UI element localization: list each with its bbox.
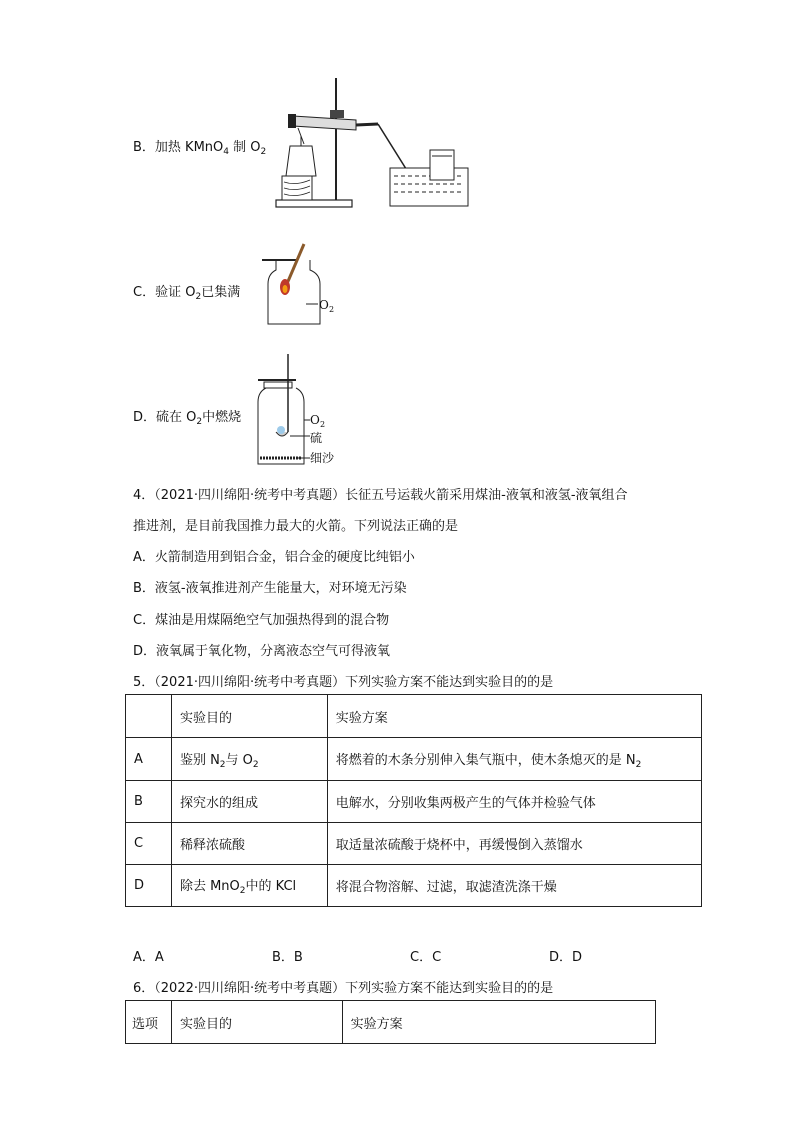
q5-stem: 5．（2021·四川绵阳·统考中考真题）下列实验方案不能达到实验目的的是 (133, 675, 554, 690)
choice-d[interactable]: D．D (549, 950, 583, 965)
choice-a[interactable]: A．A (133, 950, 164, 965)
table-cell-plan: 电解水，分别收集两极产生的气体并检验气体 (327, 781, 701, 823)
table-cell-option: C (126, 823, 172, 865)
table-cell-option: A (126, 738, 172, 781)
q6-stem: 6．（2022·四川绵阳·统考中考真题）下列实验方案不能达到实验目的的是 (133, 981, 554, 996)
choice-b[interactable]: B．B (272, 950, 303, 965)
table-row (126, 865, 702, 907)
option-d-label: D．硫在 $O_2$中燃烧 (133, 410, 242, 427)
table-header-row (126, 695, 702, 738)
option-b-label: B．加热 KMnO$_4$ 制 $O_2$ (133, 140, 267, 157)
table-row (126, 823, 702, 865)
table-cell-goal: 鉴别 $N_2$与 $O_2$ (171, 738, 327, 781)
table-cell-goal: 稀释浓硫酸 (171, 823, 327, 865)
q5-table (125, 694, 702, 907)
table-cell-goal: 探究水的组成 (171, 781, 327, 823)
q4-stem-line-2: 推进剂，是目前我国推力最大的火箭。下列说法正确的是 (133, 519, 459, 534)
q4-option-d: D．液氧属于氧化物，分离液态空气可得液氧 (133, 644, 391, 659)
q4-stem-line-1: 4．（2021·四川绵阳·统考中考真题）长征五号运载火箭采用煤油-液氧和液氢-液氧组合 (133, 488, 628, 503)
table-header-cell (126, 695, 172, 738)
option-c-label: C．验证 $O_2$已集满 (133, 285, 241, 302)
table-cell-plan: 将燃着的木条分别伸入集气瓶中，使木条熄灭的是 $N_2$ (327, 738, 701, 781)
q6-table (125, 1000, 656, 1044)
table-cell-plan: 将混合物溶解、过滤，取滤渣洗涤干燥 (327, 865, 701, 907)
choice-c[interactable]: C．C (410, 950, 442, 965)
gas-bottle-check-figure (258, 240, 358, 330)
svg-text:细沙: 细沙 (310, 451, 335, 465)
table-cell-goal: 除去 MnO$_2$中的 KCl (171, 865, 327, 907)
table-cell-option: B (126, 781, 172, 823)
table-header-cell: 实验目的 (171, 1001, 342, 1044)
svg-text:2: 2 (320, 420, 326, 429)
table-header-cell: 实验方案 (342, 1001, 655, 1044)
kmno4-heating-apparatus-figure (268, 76, 473, 211)
q4-option-a: A．火箭制造用到铝合金，铝合金的硬度比纯铝小 (133, 550, 415, 565)
table-cell-option: D (126, 865, 172, 907)
table-cell-plan: 取适量浓硫酸于烧杯中，再缓慢倒入蒸馏水 (327, 823, 701, 865)
sulfur-burning-figure (256, 354, 346, 468)
svg-text:硫: 硫 (310, 431, 323, 445)
svg-text:O: O (319, 298, 329, 312)
table-header-cell: 实验方案 (327, 695, 701, 738)
svg-text:2: 2 (329, 305, 335, 314)
table-header-cell: 选项 (126, 1001, 172, 1044)
table-row (126, 738, 702, 781)
q4-option-c: C．煤油是用煤隔绝空气加强热得到的混合物 (133, 613, 390, 628)
table-header-cell: 实验目的 (171, 695, 327, 738)
svg-text:O: O (310, 413, 320, 427)
table-row (126, 781, 702, 823)
table-header-row (126, 1001, 656, 1044)
q4-option-b: B．液氢-液氧推进剂产生能量大，对环境无污染 (133, 581, 407, 596)
